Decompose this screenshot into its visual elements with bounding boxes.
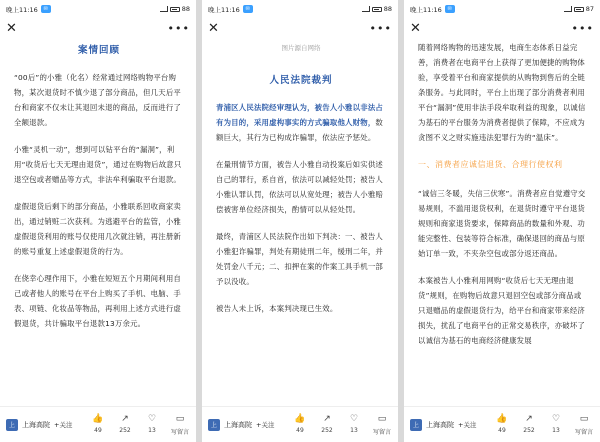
account-logo[interactable]: 上 [410, 419, 422, 431]
follow-button[interactable]: +关注 [458, 421, 477, 429]
share-count: 252 [523, 426, 535, 434]
like-count: 49 [498, 426, 506, 434]
comment-button[interactable] [545, 414, 567, 436]
status-time: 晚上11:16 [410, 5, 442, 14]
screenshot-panel-1 [0, 0, 196, 442]
article-paragraph: 最终，青浦区人民法院作出如下判决：一、被告人小雅犯诈骗罪，判处有期徒刑二年，缓刑二年，并处罚金八千元；二、扣押在案的作案工具手机一部予以没收。 [216, 232, 383, 286]
share-icon: ↗ [525, 413, 533, 424]
section-heading: 一、消费者应诚信退货、合理行使权利 [418, 160, 563, 169]
battery-icon [372, 7, 382, 12]
paragraph-text: 数额巨大，其行为已构成诈骗罪，依法应予惩处。 [216, 118, 383, 142]
section-title: 案情回顾 [77, 45, 120, 56]
share-count: 252 [119, 426, 131, 434]
account-name[interactable]: 上海高院 [224, 420, 252, 429]
comment-count: 13 [350, 426, 358, 434]
article-paragraph: 被告人未上诉，本案判决现已生效。 [216, 304, 338, 313]
article-content [418, 40, 588, 360]
comment-count: 13 [148, 426, 156, 434]
battery-icon [170, 7, 180, 12]
close-icon[interactable]: ✕ [208, 21, 219, 36]
bottom-toolbar [0, 406, 196, 442]
like-count: 49 [296, 426, 304, 434]
follow-button[interactable]: +关注 [256, 421, 275, 429]
account-name[interactable]: 上海高院 [426, 420, 454, 429]
write-comment-button[interactable] [168, 414, 192, 436]
like-button[interactable] [491, 414, 513, 436]
share-icon: ↗ [323, 413, 331, 424]
battery-level: 88 [383, 5, 392, 13]
more-icon[interactable]: ••• [369, 22, 392, 35]
article-paragraph: 本案被告人小雅利用网购“收货后七天无理由退货”规则，在购物后故意只退回空包或部分商品或只退赠品的虚假退货行为，给平台和商家带来经济损失，扰乱了电商平台的正常交易秩序，亦破坏了以诚信为基石的电商经济健康发展 [418, 276, 585, 345]
status-bar [202, 0, 398, 18]
article-paragraph: 小雅“灵机一动”，想到可以钻平台的“漏洞”，利用“收货后七天无理由退货”，通过在购物后故意只退空包或者赠品等方式，非法牟利骗取平台退款。 [14, 145, 182, 184]
comment-button[interactable] [343, 414, 365, 436]
article-paragraph: 在量刑情节方面，被告人小雅自动投案后如实供述自己的罪行，系自首，依法可以减轻处罚；被告人小雅认罪认罚，依法可以从宽处理；被告人小雅赔偿被害单位经济损失，酌情可以从轻处罚。 [216, 160, 383, 214]
write-comment-button[interactable] [370, 414, 394, 436]
write-comment-label: 写留言 [574, 428, 593, 436]
account-logo[interactable]: 上 [208, 419, 220, 431]
status-icons [160, 5, 190, 13]
status-bar [404, 0, 600, 18]
screenshot-panel-3 [404, 0, 600, 442]
signal-icon [160, 6, 168, 12]
comment-icon: ♡ [551, 413, 561, 424]
share-icon: ↗ [121, 413, 129, 424]
thumbs-up-icon: 👍 [92, 413, 104, 424]
article-paragraph: 虚假退货后剩下的部分商品，小雅联系回收商家卖出，通过销赃二次获利。为逃避平台的监管，小雅虚假退货利用的账号仅使用几次就注销，再注册新的账号重复上述虚假退货的行为。 [14, 202, 181, 256]
highlighted-text: 青浦区人民法院经审理认为，被告人小雅以非法占有为目的，采用虚构事实的方式骗取他人财物， [216, 103, 383, 127]
account-logo[interactable]: 上 [6, 419, 18, 431]
article-paragraph [216, 100, 386, 145]
status-time: 晚上11:16 [208, 5, 240, 14]
like-button[interactable] [289, 414, 311, 436]
close-icon[interactable]: ✕ [6, 21, 17, 36]
article-paragraph: 在侥幸心理作用下，小雅在短短五个月期间利用自己或者他人的账号在平台上购买了手机、电脑、手表、项链、化妆品等物品，再利用上述方式进行虚假退货，共计骗取平台退款13万余元。 [14, 274, 181, 328]
comment-button[interactable] [141, 414, 163, 436]
like-button[interactable] [87, 414, 109, 436]
edit-icon: ▭ [579, 413, 589, 424]
comment-icon: ♡ [349, 413, 359, 424]
status-icons [362, 5, 392, 13]
more-icon[interactable]: ••• [571, 22, 594, 35]
close-icon[interactable]: ✕ [410, 21, 421, 36]
notification-icon: ✉ [41, 5, 51, 13]
article-content [216, 40, 386, 328]
write-comment-label: 写留言 [170, 428, 189, 436]
status-time: 晚上11:16 [6, 5, 38, 14]
signal-icon [362, 6, 370, 12]
bottom-toolbar [202, 406, 398, 442]
write-comment-button[interactable] [572, 414, 596, 436]
thumbs-up-icon: 👍 [294, 413, 306, 424]
section-title: 人民法院裁判 [269, 75, 333, 86]
signal-icon [564, 6, 572, 12]
article-content [14, 40, 184, 343]
edit-icon: ▭ [175, 413, 185, 424]
share-count: 252 [321, 426, 333, 434]
account-name[interactable]: 上海高院 [22, 420, 50, 429]
notification-icon: ✉ [243, 5, 253, 13]
share-button[interactable] [114, 414, 136, 436]
article-paragraph: “诚信三冬暖，失信三伏寒”。消费者应自觉遵守交易规则，不滥用退货权利，在退货时遵守平台退货规则和商家退货要求，保障商品的数量和外观、功能完整性、包装等符合标准，确保退回的商品与原始订单一致，不夹杂空包或部分返还商品。 [418, 189, 586, 258]
share-button[interactable] [518, 414, 540, 436]
article-paragraph: “00后”的小雅（化名）经常通过网络购物平台购物，某次退货时不慎少退了部分商品，但几天后平台和商家不仅未让其退回未退的商品，反而进行了全额退款。 [14, 73, 181, 127]
comment-count: 13 [552, 426, 560, 434]
write-comment-label: 写留言 [372, 428, 391, 436]
screenshot-panel-2 [202, 0, 398, 442]
notification-icon: ✉ [445, 5, 455, 13]
bottom-toolbar [404, 406, 600, 442]
edit-icon: ▭ [377, 413, 387, 424]
status-icons [564, 5, 594, 13]
article-paragraph: 随着网络购物的迅速发展，电商生态体系日益完善，消费者在电商平台上获得了更加便捷的购物体验，享受着平台和商家提供的从购物到售后的全链条服务。与此同时，平台上出现了部分消费者利用平台“漏洞”使用非法手段牟取利益的现象，以诚信为基石的平台服务为消费者提供了保障，不应成为贪图不义之财实施违法犯罪行为的“温床”。 [418, 43, 586, 142]
follow-button[interactable]: +关注 [54, 421, 73, 429]
status-bar [0, 0, 196, 18]
like-count: 49 [94, 426, 102, 434]
image-caption: 图片源自网络 [281, 44, 321, 52]
battery-level: 87 [585, 5, 594, 13]
share-button[interactable] [316, 414, 338, 436]
thumbs-up-icon: 👍 [496, 413, 508, 424]
battery-icon [574, 7, 584, 12]
battery-level: 88 [181, 5, 190, 13]
more-icon[interactable]: ••• [167, 22, 190, 35]
comment-icon: ♡ [147, 413, 157, 424]
